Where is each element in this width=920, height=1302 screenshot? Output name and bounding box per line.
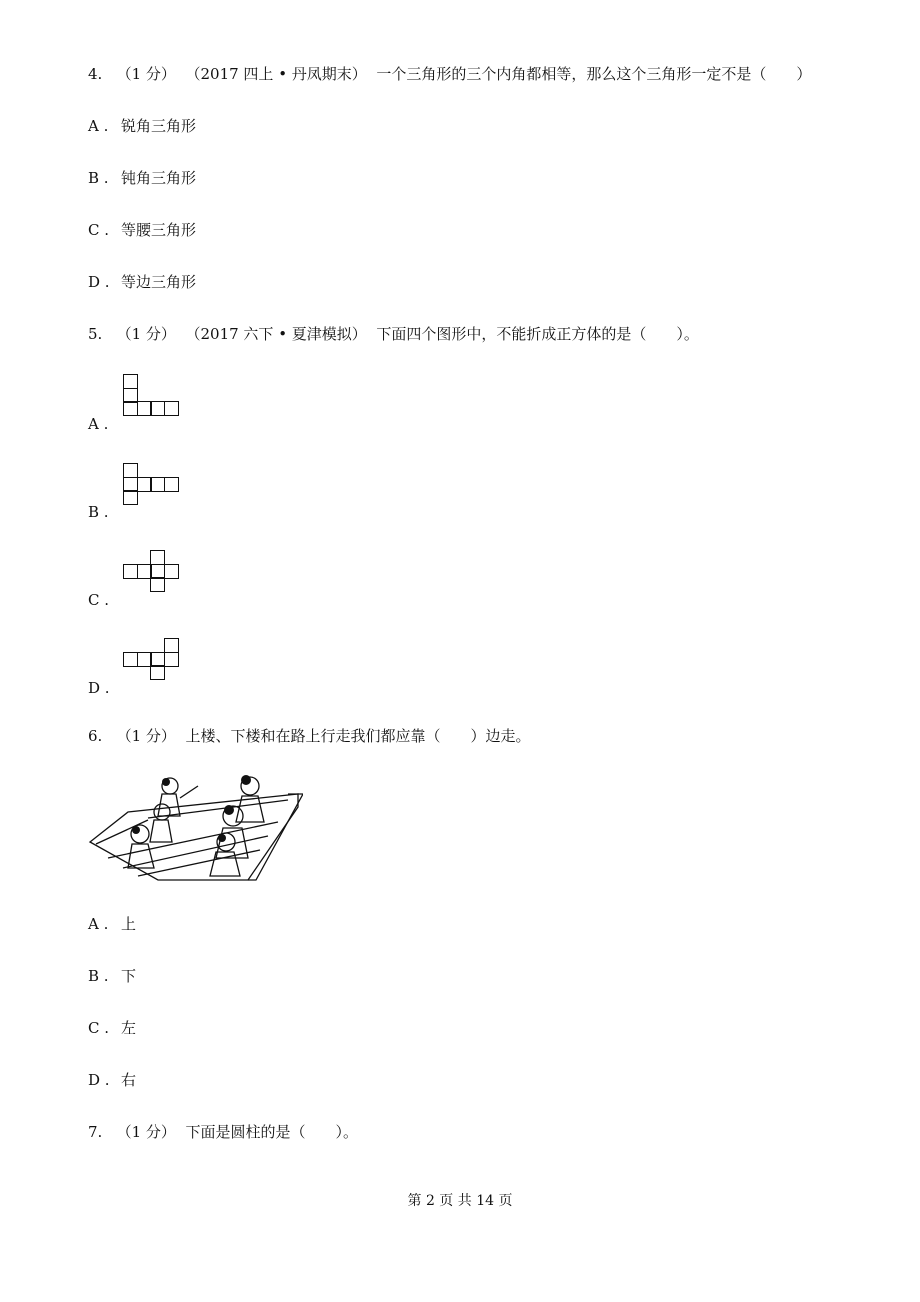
- option-letter: D .: [88, 1071, 110, 1089]
- cube-net-d: [123, 638, 177, 679]
- option-letter: B .: [88, 169, 109, 187]
- question-source: （2017 四上 • 丹凤期末）: [185, 65, 367, 83]
- question-stem: 一个三角形的三个内角都相等，那么这个三角形一定不是（ ）: [376, 65, 812, 83]
- option-letter: A .: [88, 415, 109, 433]
- option-row: [88, 1018, 136, 1038]
- option-text: 右: [121, 1071, 137, 1089]
- cube-net-a: [123, 374, 177, 415]
- option-letter: B .: [88, 503, 109, 521]
- option-letter: A .: [88, 915, 109, 933]
- question-7-stem-line: [88, 1122, 358, 1142]
- question-stem: 下面四个图形中，不能折成正方体的是（ ）。: [376, 325, 699, 343]
- option-letter: B .: [88, 967, 109, 985]
- question-number: 7.: [88, 1123, 103, 1141]
- option-letter: C .: [88, 591, 110, 609]
- question-source: （2017 六下 • 夏津模拟）: [185, 325, 367, 343]
- option-text: 左: [121, 1019, 137, 1037]
- question-number: 5.: [88, 325, 103, 343]
- question-number: 4.: [88, 65, 103, 83]
- option-row: [88, 914, 136, 934]
- option-text: 锐角三角形: [121, 117, 197, 135]
- option-row: [88, 168, 196, 188]
- question-4-stem-line: [88, 64, 811, 84]
- cube-net-c: [123, 550, 177, 591]
- option-letter: A .: [88, 117, 109, 135]
- option-row: [88, 272, 196, 292]
- option-text: 上: [121, 915, 137, 933]
- question-stem: 下面是圆柱的是（ ）。: [185, 1123, 358, 1141]
- question-score: （1 分）: [116, 65, 176, 83]
- option-row: [88, 220, 196, 240]
- option-row: [88, 1070, 136, 1090]
- question-score: （1 分）: [116, 727, 176, 745]
- question-score: （1 分）: [116, 1123, 176, 1141]
- option-letter: D .: [88, 273, 110, 291]
- question-6-stem-line: [88, 726, 531, 746]
- children-on-stairs-illustration: [88, 772, 303, 884]
- option-letter: D .: [88, 679, 110, 697]
- option-row: [88, 116, 196, 136]
- option-text: 下: [121, 967, 137, 985]
- question-5-stem-line: [88, 324, 699, 344]
- cube-net-b: [123, 463, 177, 504]
- option-text: 钝角三角形: [121, 169, 197, 187]
- question-number: 6.: [88, 727, 103, 745]
- option-text: 等边三角形: [121, 273, 197, 291]
- option-letter: C .: [88, 1019, 110, 1037]
- page-footer: 第 2 页 共 14 页: [407, 1193, 513, 1209]
- question-stem: 上楼、下楼和在路上行走我们都应靠（ ）边走。: [185, 727, 531, 745]
- question-score: （1 分）: [116, 325, 176, 343]
- option-row: [88, 966, 136, 986]
- option-text: 等腰三角形: [121, 221, 197, 239]
- option-letter: C .: [88, 221, 110, 239]
